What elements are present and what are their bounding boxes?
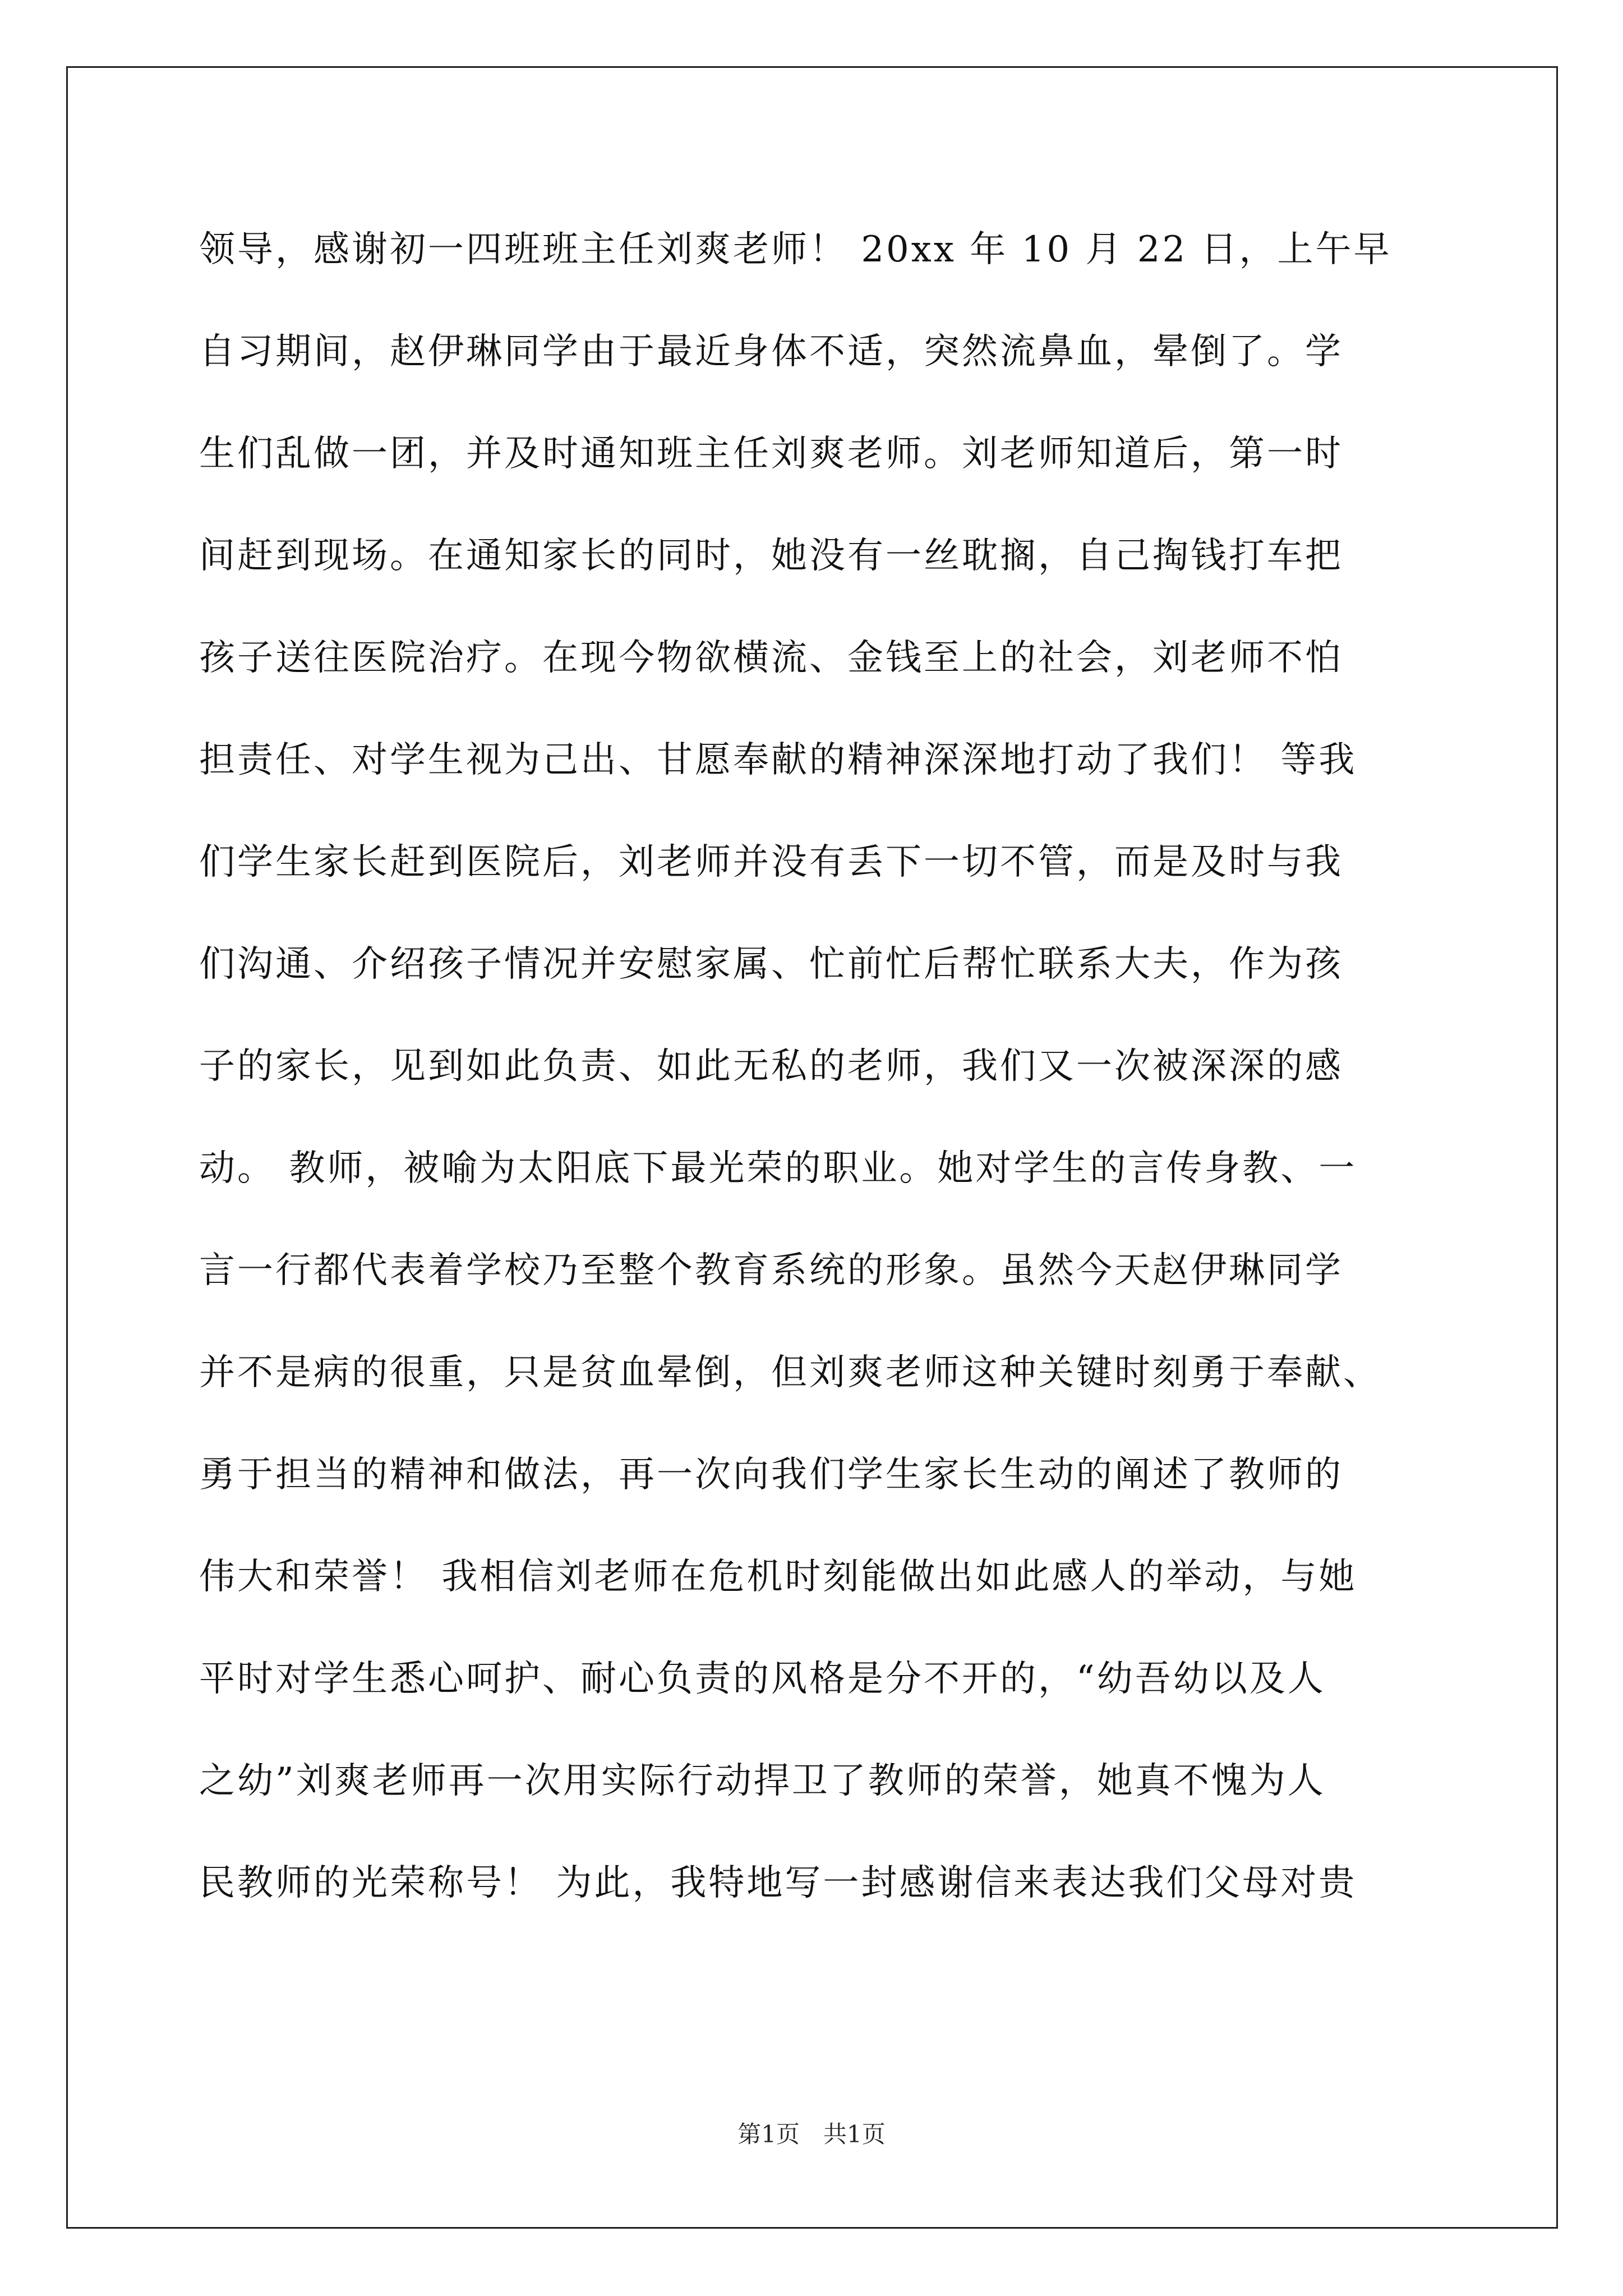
text-line: 生们乱做一团，并及时通知班主任刘爽老师。刘老师知道后，第一时 xyxy=(199,433,1343,475)
text-line: 自习期间，赵伊琳同学由于最近身体不适，突然流鼻血，晕倒了。学 xyxy=(199,331,1343,372)
text-line: 担责任、对学生视为己出、甘愿奉献的精神深深地打动了我们！ 等我 xyxy=(199,739,1357,781)
text-line: 勇于担当的精神和做法，再一次向我们学生家长生动的阐述了教师的 xyxy=(199,1454,1343,1496)
text-line: 动。 教师，被喻为太阳底下最光荣的职业。她对学生的言传身教、一 xyxy=(199,1148,1357,1189)
text-line: 孩子送往医院治疗。在现今物欲横流、金钱至上的社会，刘老师不怕 xyxy=(199,637,1343,679)
text-line: 间赶到现场。在通知家长的同时，她没有一丝耽搁，自己掏钱打车把 xyxy=(199,535,1343,577)
text-line: 们沟通、介绍孩子情况并安慰家属、忙前忙后帮忙联系大夫，作为孩 xyxy=(199,944,1343,985)
text-line: 们学生家长赶到医院后，刘老师并没有丢下一切不管，而是及时与我 xyxy=(199,841,1343,883)
text-line: 并不是病的很重，只是贫血晕倒，但刘爽老师这种关键时刻勇于奉献、 xyxy=(199,1352,1381,1393)
text-line: 伟大和荣誉！ 我相信刘老师在危机时刻能做出如此感人的举动，与她 xyxy=(199,1556,1357,1598)
text-line: 言一行都代表着学校乃至整个教育系统的形象。虽然今天赵伊琳同学 xyxy=(199,1250,1343,1291)
text-line: 平时对学生悉心呵护、耐心负责的风格是分不开的，“幼吾幼以及人 xyxy=(199,1658,1326,1700)
text-line: 子的家长，见到如此负责、如此无私的老师，我们又一次被深深的感 xyxy=(199,1046,1343,1087)
text-line: 民教师的光荣称号！ 为此，我特地写一封感谢信来表达我们父母对贵 xyxy=(199,1862,1357,1904)
text-line: 之幼”刘爽老师再一次用实际行动捍卫了教师的荣誉，她真不愧为人 xyxy=(199,1760,1326,1802)
document-body xyxy=(199,216,1461,1952)
text-line: 领导，感谢初一四班班主任刘爽老师！ 20xx 年 10 月 22 日，上午早 xyxy=(199,229,1392,270)
page-number-footer: 第1页 共1页 xyxy=(737,2120,886,2148)
